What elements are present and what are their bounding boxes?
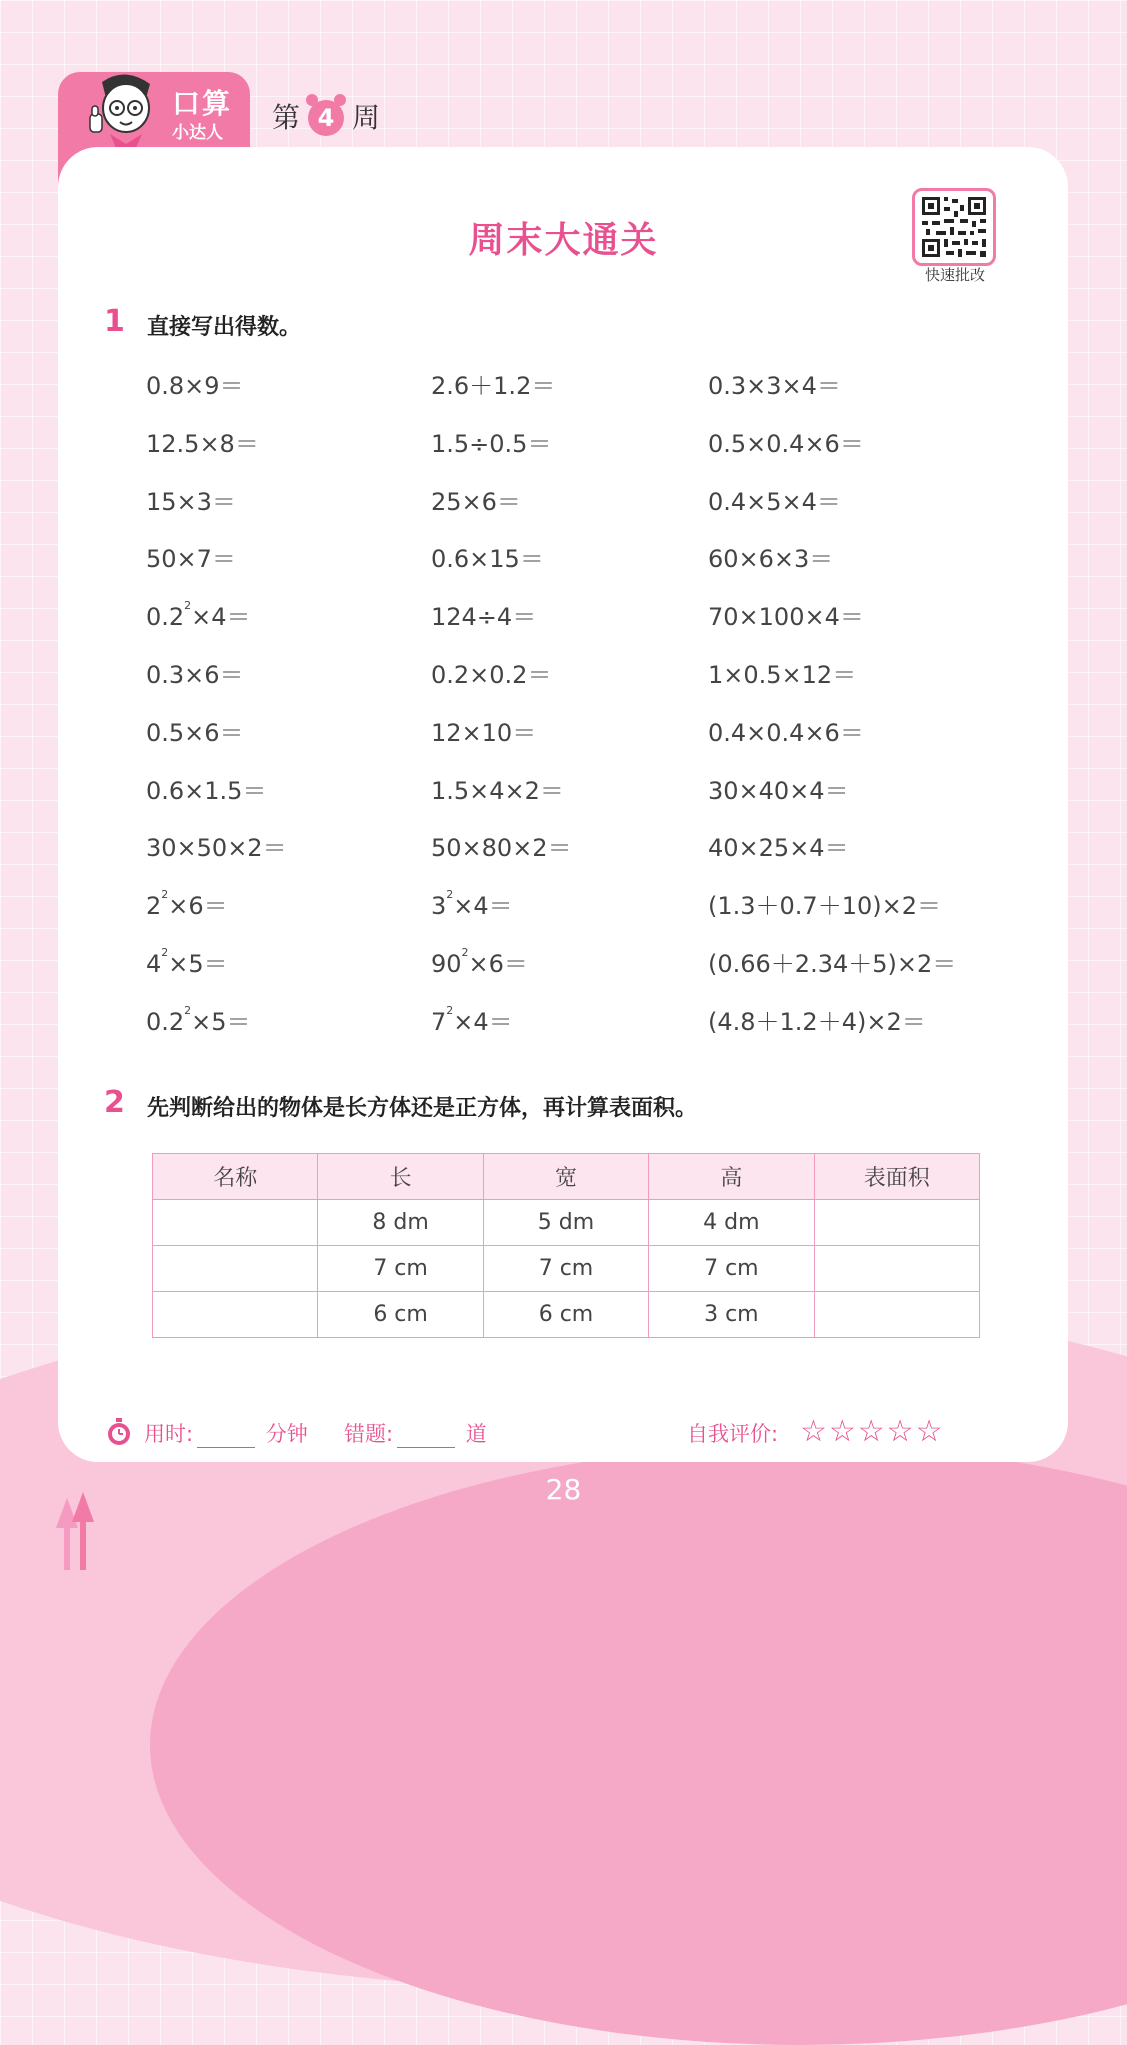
errors-label: 错题: [344, 1422, 394, 1446]
table-header-surface-area: 表面积 [814, 1154, 979, 1200]
calculation-problem: 30×50×2＝ [146, 834, 287, 863]
calculation-row [0, 366, 1127, 406]
answer-cell-name[interactable] [153, 1200, 318, 1246]
table-cell: 7 cm [483, 1246, 648, 1292]
badge-subtitle: 小达人 [172, 123, 223, 143]
arrow-decoration-icon [54, 1492, 98, 1570]
problem-exponent: 2 [161, 946, 169, 959]
calculation-problem: 0.6×1.5＝ [146, 776, 267, 805]
calculation-problem: 0.3×6＝ [146, 661, 244, 689]
problem-exponent: 2 [446, 1003, 454, 1017]
time-label: 用时: [144, 1422, 194, 1446]
calculation-row [0, 1002, 1127, 1042]
answer-cell-surface-area[interactable] [814, 1200, 979, 1246]
time-spent-field [144, 1418, 308, 1448]
calculation-problem: 0.5×0.4×6＝ [708, 429, 864, 458]
calculation-problem: 0.6×15＝ [431, 545, 544, 574]
question-number: 2 [104, 1085, 125, 1120]
calculation-problem: 0.8×9＝ [146, 372, 244, 400]
calculation-problem [146, 944, 228, 979]
table-cell: 4 dm [649, 1200, 814, 1246]
calculation-problem: 50×7＝ [146, 545, 236, 574]
problem-base: 0.2 [146, 1007, 185, 1036]
calculation-problem: 25×6＝ [431, 487, 521, 516]
calculation-row [0, 944, 1127, 984]
calculation-row [0, 539, 1127, 579]
problem-exponent: 2 [446, 888, 454, 902]
calculation-row [0, 713, 1127, 753]
calculation-problem: 50×80×2＝ [431, 834, 572, 863]
calculation-problem: 1×0.5×12＝ [708, 661, 857, 689]
calculation-problem: 2.6＋1.2＝ [431, 372, 556, 400]
problem-base: 90 [431, 950, 462, 978]
errors-input-blank[interactable] [397, 1427, 455, 1448]
answer-cell-surface-area[interactable] [814, 1246, 979, 1292]
problem-base: 0.2 [146, 603, 185, 632]
calculation-problem: (1.3＋0.7＋10)×2＝ [708, 892, 941, 921]
problem-rest: ×4＝ [191, 603, 251, 632]
qr-caption: 快速批改 [924, 266, 985, 284]
problem-rest: ×5＝ [168, 950, 228, 978]
question-number: 1 [104, 304, 125, 339]
question-prompt: 直接写出得数。 [147, 315, 302, 340]
calculation-problem: 70×100×4＝ [708, 603, 864, 632]
calculation-problem: 0.2×0.2＝ [431, 661, 552, 689]
calculation-problem: 12.5×8＝ [146, 429, 259, 458]
answer-cell-name[interactable] [153, 1246, 318, 1292]
calculation-problem: 0.3×3×4＝ [708, 372, 841, 400]
problem-exponent: 2 [184, 599, 192, 613]
calculation-row [0, 771, 1127, 811]
problem-base: 3 [431, 892, 447, 921]
problem-rest: ×6＝ [168, 892, 228, 921]
calculation-problem [431, 944, 528, 979]
answer-cell-surface-area[interactable] [814, 1292, 979, 1338]
problem-base: 4 [146, 950, 162, 978]
calculation-problem: 15×3＝ [146, 487, 236, 516]
alarm-clock-icon [308, 98, 344, 134]
table-cell: 6 cm [318, 1292, 483, 1338]
self-rating-label: 自我评价: [687, 1422, 779, 1446]
calculation-row [0, 886, 1127, 926]
table-header-width: 宽 [483, 1154, 648, 1200]
table-cell: 7 cm [318, 1246, 483, 1292]
calculation-row [0, 597, 1127, 637]
stopwatch-icon [106, 1418, 132, 1446]
wrong-count-field [344, 1418, 487, 1448]
rating-stars[interactable]: ☆☆☆☆☆ [800, 1414, 945, 1449]
table-header-length: 长 [318, 1154, 483, 1200]
table-header-name: 名称 [153, 1154, 318, 1200]
calculation-problem: 0.4×0.4×6＝ [708, 718, 864, 747]
problem-rest: ×5＝ [191, 1007, 251, 1036]
surface-area-table [152, 1153, 980, 1338]
problem-exponent: 2 [461, 946, 469, 959]
problem-exponent: 2 [184, 1003, 192, 1017]
errors-unit: 道 [465, 1422, 487, 1446]
calculation-problem [431, 886, 513, 921]
problem-rest: ×4＝ [453, 1007, 513, 1036]
table-cell: 7 cm [649, 1246, 814, 1292]
badge-title: 口算 [172, 87, 233, 120]
calculation-problem [146, 886, 228, 921]
calculation-problem: 124÷4＝ [431, 603, 537, 632]
calculation-problem [146, 1002, 251, 1037]
calculation-problem: 0.4×5×4＝ [708, 487, 841, 516]
calculation-problem: 40×25×4＝ [708, 834, 849, 863]
calculation-problem: 1.5×4×2＝ [431, 776, 564, 805]
week-suffix: 周 [352, 101, 381, 134]
calculation-problem: 1.5÷0.5＝ [431, 429, 552, 458]
problem-exponent: 2 [161, 888, 169, 902]
calculation-problem: 12×10＝ [431, 718, 537, 747]
calculation-problem [146, 597, 251, 632]
answer-cell-name[interactable] [153, 1292, 318, 1338]
table-header-row [153, 1154, 980, 1200]
week-number: 4 [308, 100, 344, 136]
problem-rest: ×4＝ [453, 892, 513, 921]
page-title: 周末大通关 [468, 220, 659, 261]
qr-code-icon[interactable] [912, 188, 996, 266]
calculation-problem: 60×6×3＝ [708, 545, 834, 574]
time-input-blank[interactable] [197, 1427, 255, 1448]
calculation-problem: 0.5×6＝ [146, 718, 244, 747]
calculation-row [0, 655, 1127, 695]
table-cell: 6 cm [483, 1292, 648, 1338]
table-row [153, 1200, 980, 1246]
calculation-row [0, 424, 1127, 464]
problem-rest: ×6＝ [468, 950, 528, 978]
problem-base: 7 [431, 1007, 447, 1036]
cartoon-boy-icon [80, 72, 170, 148]
table-header-height: 高 [649, 1154, 814, 1200]
calculation-problem [431, 1002, 513, 1037]
calculation-problem: (4.8＋1.2＋4)×2＝ [708, 1007, 926, 1036]
calculation-row [0, 828, 1127, 868]
page-number: 28 [545, 1473, 582, 1506]
week-label [272, 96, 380, 136]
table-cell: 3 cm [649, 1292, 814, 1338]
table-row [153, 1292, 980, 1338]
table-cell: 5 dm [483, 1200, 648, 1246]
week-prefix: 第 [272, 101, 301, 134]
calculation-row [0, 482, 1127, 522]
time-unit: 分钟 [265, 1422, 308, 1446]
problem-base: 2 [146, 892, 162, 921]
table-cell: 8 dm [318, 1200, 483, 1246]
question-prompt: 先判断给出的物体是长方体还是正方体，再计算表面积。 [147, 1096, 698, 1121]
calculation-problem: 30×40×4＝ [708, 776, 849, 805]
calculation-problem: (0.66＋2.34＋5)×2＝ [708, 950, 957, 978]
table-row [153, 1246, 980, 1292]
